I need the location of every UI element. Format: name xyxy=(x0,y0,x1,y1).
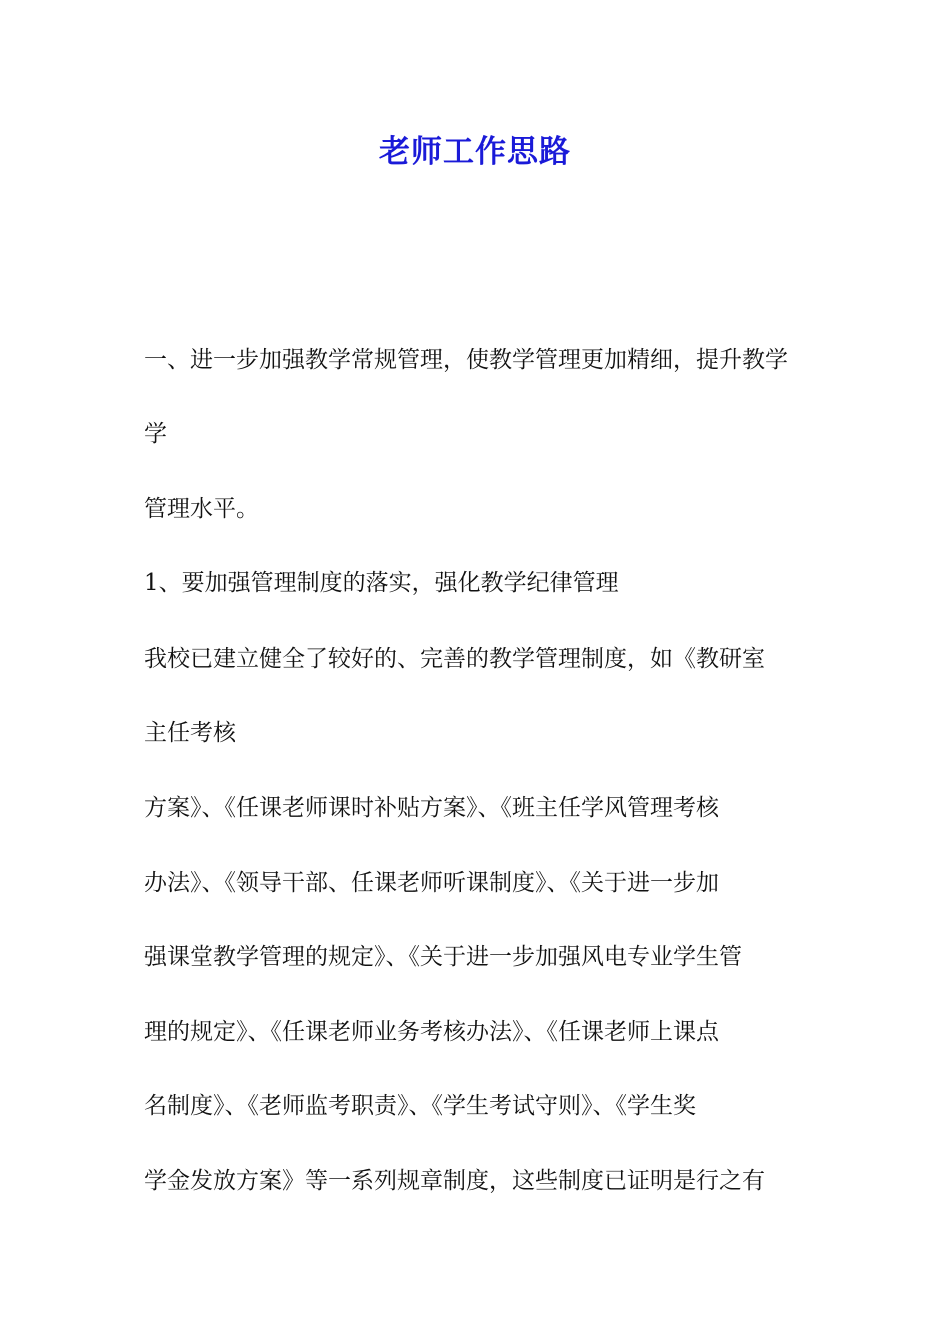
body-line: 我校已建立健全了较好的、完善的教学管理制度，如《教研室 xyxy=(144,646,765,672)
section-heading: 1、要加强管理制度的落实，强化教学纪律管理 xyxy=(144,570,619,596)
body-line: 办法》、《领导干部、任课老师听课制度》、《关于进一步加 xyxy=(144,870,719,896)
body-line: 强课堂教学管理的规定》、《关于进一步加强风电专业学生管 xyxy=(144,944,742,970)
body-line: 一、进一步加强教学常规管理，使教学管理更加精细，提升教学 xyxy=(144,347,788,373)
body-line: 名制度》、《老师监考职责》、《学生考试守则》、《学生奖 xyxy=(144,1093,696,1119)
body-line: 学金发放方案》等一系列规章制度，这些制度已证明是行之有 xyxy=(144,1168,765,1194)
body-line: 主任考核 xyxy=(144,720,236,746)
body-line: 理的规定》、《任课老师业务考核办法》、《任课老师上课点 xyxy=(144,1019,719,1045)
body-line: 方案》、《任课老师课时补贴方案》、《班主任学风管理考核 xyxy=(144,795,719,821)
document-title: 老师工作思路 xyxy=(379,134,571,170)
body-line: 管理水平。 xyxy=(144,496,259,522)
body-line: 学 xyxy=(144,421,167,447)
